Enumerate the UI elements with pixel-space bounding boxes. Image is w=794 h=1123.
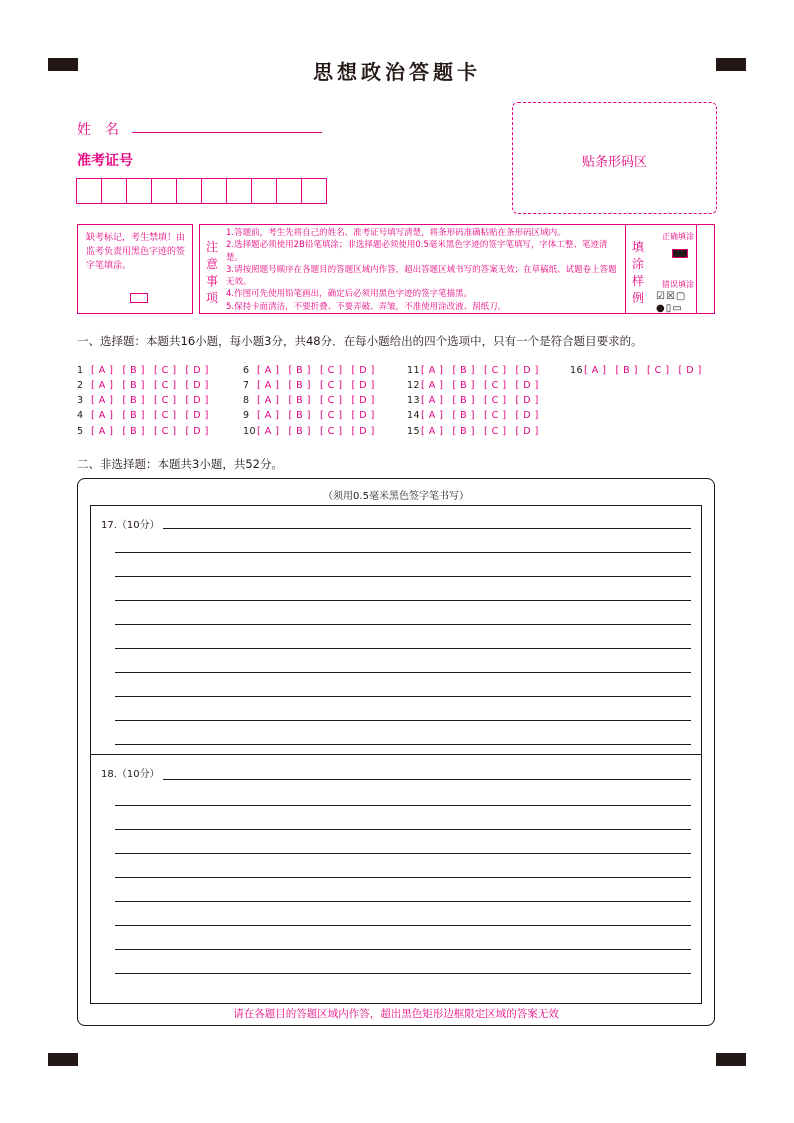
mc-question	[243, 365, 384, 376]
mc-question-number: 9	[243, 410, 250, 421]
mc-question-number: 7	[243, 380, 250, 391]
mc-option-bubble[interactable]: [ B ]	[452, 365, 475, 376]
mc-question	[570, 365, 711, 376]
answer-line[interactable]	[115, 744, 691, 745]
answer-line[interactable]	[115, 877, 691, 878]
mc-question-number: 6	[243, 365, 250, 376]
mc-option-bubble[interactable]: [ D ]	[515, 365, 539, 376]
mc-option-bubble[interactable]: [ D ]	[515, 380, 539, 391]
mc-option-bubble[interactable]: [ D ]	[185, 395, 209, 406]
mc-question-number: 13	[407, 395, 421, 406]
mc-question	[243, 410, 384, 421]
answer-line[interactable]	[115, 576, 691, 577]
id-digit-cell[interactable]	[126, 178, 152, 204]
mc-option-bubble[interactable]: [ B ]	[288, 426, 311, 437]
mc-option-bubble[interactable]: [ A ]	[421, 426, 444, 437]
mc-option-bubble[interactable]: [ D ]	[185, 410, 209, 421]
mc-option-bubble[interactable]: [ C ]	[319, 365, 343, 376]
mc-option-bubble[interactable]: [ D ]	[515, 426, 539, 437]
mc-option-bubble[interactable]: [ D ]	[185, 365, 209, 376]
answer-instruction: （须用0.5毫米黑色签字笔书写）	[323, 491, 469, 502]
mc-question-number: 4	[77, 410, 84, 421]
mc-option-bubble[interactable]: [ C ]	[483, 365, 507, 376]
mc-option-bubble[interactable]: [ C ]	[483, 395, 507, 406]
answer-line[interactable]	[115, 973, 691, 974]
question-18-label: 18.（10分）	[101, 769, 160, 780]
question-17-box[interactable]	[90, 505, 702, 755]
mc-question	[407, 380, 548, 391]
mc-option-bubble[interactable]: [ B ]	[452, 395, 475, 406]
wrong-fill-examples: ☑☒▢ ●▯▭	[656, 291, 687, 314]
mc-question	[407, 365, 548, 376]
correct-fill-example	[672, 249, 688, 258]
mc-option-bubble[interactable]: [ B ]	[288, 410, 311, 421]
answer-line[interactable]	[115, 901, 691, 902]
mc-option-bubble[interactable]: [ C ]	[483, 426, 507, 437]
mc-option-bubble[interactable]: [ C ]	[646, 365, 670, 376]
mc-option-bubble[interactable]: [ C ]	[153, 395, 177, 406]
id-digit-cell[interactable]	[176, 178, 202, 204]
page-title: 思想政治答题卡	[313, 60, 481, 84]
mc-option-bubble[interactable]: [ C ]	[483, 380, 507, 391]
mc-option-bubble[interactable]: [ C ]	[153, 410, 177, 421]
mc-option-bubble[interactable]: [ C ]	[319, 395, 343, 406]
mc-option-bubble[interactable]: [ D ]	[351, 426, 375, 437]
mc-option-bubble[interactable]: [ D ]	[678, 365, 702, 376]
absent-checkbox[interactable]	[130, 293, 148, 303]
mc-question	[407, 426, 548, 437]
absent-mark-text: 缺考标记，考生禁填！由监考负责用黑色字迹的签字笔填涂。	[86, 233, 186, 271]
answer-line[interactable]	[115, 949, 691, 950]
id-digit-cell[interactable]	[276, 178, 302, 204]
mc-option-bubble[interactable]: [ B ]	[288, 365, 311, 376]
mc-option-bubble[interactable]: [ B ]	[122, 365, 145, 376]
mc-question-number: 12	[407, 380, 421, 391]
mc-option-bubble[interactable]: [ C ]	[319, 380, 343, 391]
answer-line[interactable]	[163, 528, 691, 529]
mc-option-bubble[interactable]: [ A ]	[257, 365, 280, 376]
answer-area-warning: 请在各题目的答题区域内作答，超出黑色矩形边框限定区域的答案无效	[233, 1008, 559, 1020]
mc-option-bubble[interactable]: [ B ]	[288, 395, 311, 406]
notice-item: 1.答题前，考生先将自己的姓名、准考证号填写清楚，将条形码准确粘贴在条形码区域内。	[226, 228, 566, 238]
question-18-box[interactable]	[90, 754, 702, 1004]
answer-line[interactable]	[115, 853, 691, 854]
mc-option-bubble[interactable]: [ A ]	[91, 365, 114, 376]
mc-option-bubble[interactable]: [ A ]	[257, 395, 280, 406]
mc-question-number: 14	[407, 410, 421, 421]
mc-question	[243, 426, 384, 437]
notice-item: 5.保持卡面清洁，不要折叠、不要弄破、弄皱，不准使用涂改液、刮纸刀。	[226, 301, 507, 312]
mc-question	[243, 380, 384, 391]
mc-question-number: 15	[407, 426, 421, 437]
mc-option-bubble[interactable]: [ A ]	[257, 410, 280, 421]
mc-option-bubble[interactable]: [ C ]	[483, 410, 507, 421]
notice-heading: 注意事项	[206, 240, 219, 305]
mc-option-bubble[interactable]: [ A ]	[584, 365, 607, 376]
answer-line[interactable]	[115, 925, 691, 926]
name-field[interactable]	[132, 132, 322, 133]
mc-question	[407, 395, 548, 406]
barcode-label: 贴条形码区	[581, 155, 647, 170]
notice-item: 2.选择题必须使用2B铅笔填涂；非选择题必须使用0.5毫米黑色字迹的签字笔填写，字体工整、笔迹清楚。	[226, 240, 608, 263]
mc-option-bubble[interactable]: [ D ]	[185, 426, 209, 437]
answer-line[interactable]	[115, 829, 691, 830]
section2-title: 二、非选择题：本题共3小题，共52分。	[77, 457, 283, 471]
mc-option-bubble[interactable]: [ A ]	[421, 380, 444, 391]
mc-question	[77, 410, 218, 421]
notice-box	[199, 224, 697, 314]
mc-question	[77, 426, 218, 437]
fill-example-box	[625, 224, 715, 314]
mc-question-number: 5	[77, 426, 84, 437]
exam-id-grid[interactable]	[77, 178, 327, 204]
answer-line[interactable]	[115, 720, 691, 721]
mc-option-bubble[interactable]: [ D ]	[351, 395, 375, 406]
registration-mark-bottom-left	[48, 1053, 78, 1066]
notice-item: 4.作图可先使用铅笔画出，确定后必须用黑色字迹的签字笔描黑。	[226, 289, 473, 300]
mc-option-bubble[interactable]: [ C ]	[319, 426, 343, 437]
wrong-fill-label: 错误填涂	[662, 280, 694, 289]
mc-option-bubble[interactable]: [ A ]	[91, 410, 114, 421]
mc-option-bubble[interactable]: [ A ]	[421, 410, 444, 421]
answer-line[interactable]	[115, 696, 691, 697]
mc-option-bubble[interactable]: [ D ]	[351, 365, 375, 376]
mc-option-bubble[interactable]: [ A ]	[91, 380, 114, 391]
mc-question-number: 11	[407, 365, 421, 376]
mc-question	[77, 395, 218, 406]
mc-question	[77, 380, 218, 391]
answer-line[interactable]	[115, 624, 691, 625]
exam-id-label: 准考证号	[77, 153, 133, 169]
answer-line[interactable]	[163, 779, 691, 780]
answer-line[interactable]	[115, 552, 691, 553]
answer-line[interactable]	[115, 805, 691, 806]
notice-item: 3.请按照题号顺序在各题目的答题区域内作答，超出答题区域书写的答案无效；在草稿纸、试题卷上答题无效。	[226, 264, 617, 288]
mc-option-bubble[interactable]: [ B ]	[122, 380, 145, 391]
registration-mark-bottom-right	[716, 1053, 746, 1066]
mc-option-bubble[interactable]: [ B ]	[122, 395, 145, 406]
mc-option-bubble[interactable]: [ B ]	[452, 410, 475, 421]
correct-fill-label: 正确填涂	[662, 232, 694, 241]
question-17-label: 17.（10分）	[101, 520, 160, 531]
mc-option-bubble[interactable]: [ B ]	[288, 380, 311, 391]
id-digit-cell[interactable]	[226, 178, 252, 204]
id-digit-cell[interactable]	[301, 178, 327, 204]
mc-option-bubble[interactable]: [ B ]	[122, 410, 145, 421]
mc-option-bubble[interactable]: [ B ]	[122, 426, 145, 437]
mc-option-bubble[interactable]: [ B ]	[452, 426, 475, 437]
mc-option-bubble[interactable]: [ C ]	[153, 365, 177, 376]
fill-example-heading: 填涂样例	[632, 240, 645, 305]
barcode-area	[512, 102, 717, 214]
id-digit-cell[interactable]	[101, 178, 127, 204]
mc-option-bubble[interactable]: [ C ]	[153, 380, 177, 391]
mc-option-bubble[interactable]: [ A ]	[91, 426, 114, 437]
mc-option-bubble[interactable]: [ A ]	[421, 395, 444, 406]
mc-option-bubble[interactable]: [ D ]	[185, 380, 209, 391]
mc-question	[243, 395, 384, 406]
answer-line[interactable]	[115, 600, 691, 601]
id-digit-cell[interactable]	[251, 178, 277, 204]
mc-option-bubble[interactable]: [ B ]	[615, 365, 638, 376]
mc-question-number: 3	[77, 395, 84, 406]
mc-option-bubble[interactable]: [ D ]	[515, 410, 539, 421]
id-digit-cell[interactable]	[151, 178, 177, 204]
name-label: 姓 名	[77, 122, 119, 138]
notice-items	[226, 227, 622, 313]
mc-question-number: 16	[570, 365, 584, 376]
mc-question-number: 1	[77, 365, 84, 376]
mc-question-number: 2	[77, 380, 84, 391]
mc-question-number: 8	[243, 395, 250, 406]
mc-question	[77, 365, 218, 376]
id-digit-cell[interactable]	[76, 178, 102, 204]
mc-option-bubble[interactable]: [ D ]	[515, 395, 539, 406]
notice-row	[77, 224, 715, 316]
mc-option-bubble[interactable]: [ A ]	[257, 380, 280, 391]
mc-option-bubble[interactable]: [ B ]	[452, 380, 475, 391]
answer-line[interactable]	[115, 672, 691, 673]
mc-question-number: 10	[243, 426, 257, 437]
mc-option-bubble[interactable]: [ C ]	[319, 410, 343, 421]
mc-option-bubble[interactable]: [ A ]	[421, 365, 444, 376]
mc-question	[407, 410, 548, 421]
absent-mark-box	[77, 224, 193, 314]
mc-option-bubble[interactable]: [ D ]	[351, 410, 375, 421]
section1-title: 一、选择题：本题共16小题，每小题3分，共48分．在每小题给出的四个选项中，只有一个是符合题目要求的。	[77, 334, 643, 348]
mc-option-bubble[interactable]: [ D ]	[351, 380, 375, 391]
answer-line[interactable]	[115, 648, 691, 649]
id-digit-cell[interactable]	[201, 178, 227, 204]
mc-option-bubble[interactable]: [ A ]	[91, 395, 114, 406]
mc-option-bubble[interactable]: [ A ]	[257, 426, 280, 437]
mc-option-bubble[interactable]: [ C ]	[153, 426, 177, 437]
answer-area	[77, 478, 715, 1026]
